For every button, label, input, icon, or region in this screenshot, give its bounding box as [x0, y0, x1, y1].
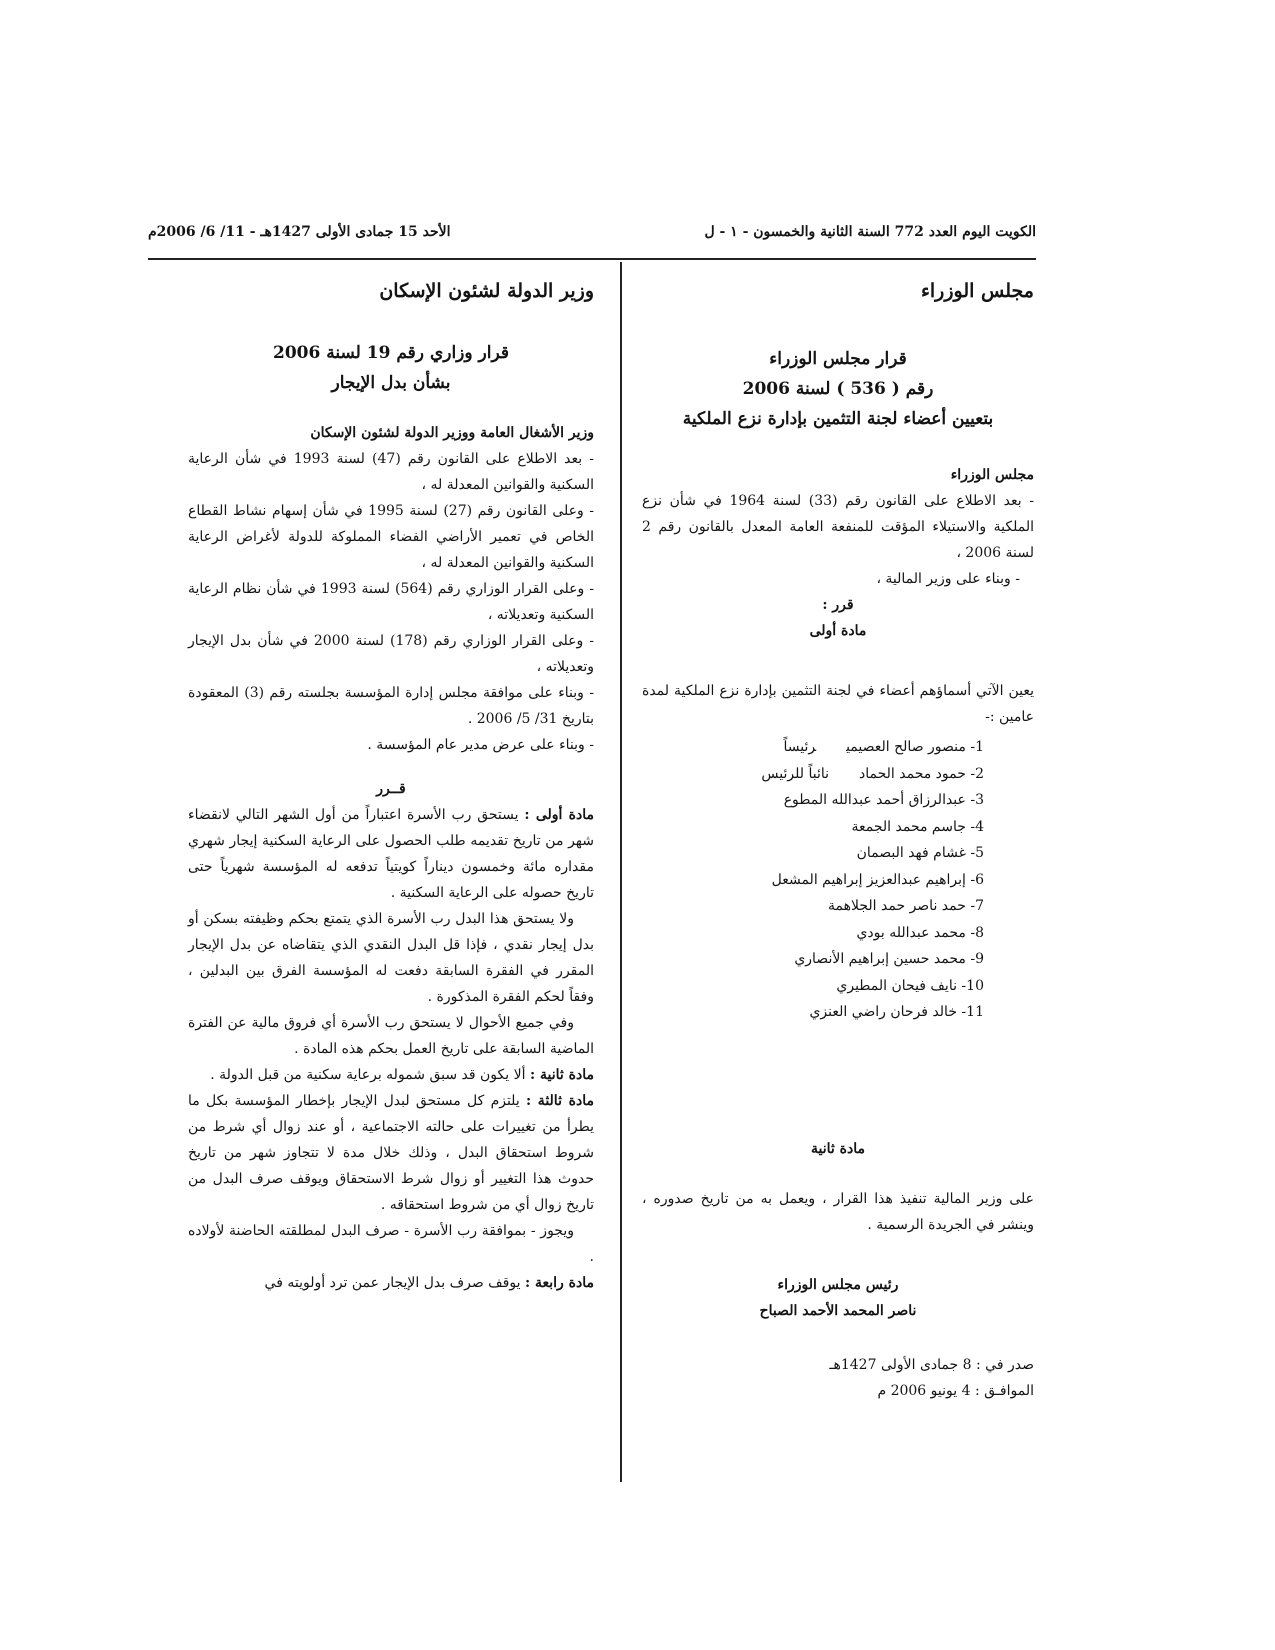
article-text: وفي جميع الأحوال لا يستحق رب الأسرة أي فروق مالية عن الفترة الماضية السابقة على تاريخ العمل بحكم هذه المادة .: [188, 1015, 594, 1057]
article-text: ألا يكون قد سبق شموله برعاية سكنية من قبل الدولة .: [210, 1067, 526, 1083]
article-heading: مادة أولى: [809, 623, 867, 639]
list-item: 11- خالد فرحان راضي العنزي: [809, 1004, 984, 1020]
list-item: 2- حمود محمد الحمادنائباً للرئيس: [761, 765, 984, 782]
article-text: يعين الآتي أسماؤهم أعضاء في لجنة التثمين بإدارة نزع الملكية لمدة عامين :-: [642, 683, 1034, 725]
council-of-ministers-column: [642, 278, 1034, 1404]
list-item: 5- غشام فهد البصمان: [856, 845, 984, 861]
list-item: 8- محمد عبدالله بودي: [856, 924, 984, 941]
article: [188, 1270, 594, 1296]
preamble-item: - وبناء على وزير المالية ،: [876, 571, 1020, 587]
preamble-item: - وبناء على موافقة مجلس إدارة المؤسسة بجلسته رقم (3) المعقودة بتاريخ 31/ 5/ 2006 .: [188, 685, 594, 727]
article-heading: مادة ثانية: [811, 1140, 865, 1157]
article-heading: مادة ثالثة :: [525, 1093, 594, 1109]
article: [188, 1088, 594, 1218]
section-title: وزير الدولة لشئون الإسكان: [379, 280, 594, 302]
article: [188, 802, 594, 906]
preamble-item: - وعلى القرار الوزاري رقم (178) لسنة 2000 في شأن بدل الإيجار وتعديلاته ،: [188, 633, 594, 675]
section-title: مجلس الوزراء: [920, 280, 1034, 302]
decided-label: قرر :: [822, 597, 854, 613]
article: [188, 1218, 594, 1270]
preamble-item: - وعلى القرار الوزاري رقم (564) لسنة 1993 في شأن نظام الرعاية السكنية وتعديلاته ،: [188, 581, 594, 623]
article-text: يلتزم كل مستحق لبدل الإيجار بإخطار المؤسسة بكل ما يطرأ من تغييرات على حالته الاجتماعية ، أو عند زوال أي شرط من شروط استحقاق البدل ، وذلك خلال مدة لا تتجاوز شهر من تاريخ حدوث هذا التغيير أو زوال شرط الاستحقاق ويوقف صرف البدل من تاريخ زوال أي من شروط استحقاقه .: [188, 1093, 594, 1213]
list-item: 3- عبدالرزاق أحمد عبدالله المطوع: [783, 792, 984, 808]
gazette-issue-info: الكويت اليوم العدد 772 السنة الثانية والخمسون - ١ - ل: [704, 224, 1036, 240]
preamble-item: - بعد الاطلاع على القانون رقم (47) لسنة 1993 في شأن الرعاية السكنية والقوانين المعدلة له ،: [188, 451, 594, 493]
column-divider: [620, 262, 622, 1482]
article-text: ويجوز - بموافقة رب الأسرة - صرف البدل لمطلقته الحاضنة لأولاده .: [188, 1223, 594, 1265]
issue-date-hijri: صدر في : 8 جمادى الأولى 1427هـ: [829, 1356, 1034, 1373]
article-text: ولا يستحق هذا البدل رب الأسرة الذي يتمتع بحكم وظيفته بسكن أو بدل إيجار نقدي ، فإذا قل البدل النقدي الذي يتقاضاه عن بدل الإيجار المقرر في الفقرة السابقة دفعت له المؤسسة الفرق بين البدلين ، وفقاً لحكم الفقرة المذكورة .: [188, 911, 594, 1005]
list-item: 4- جاسم محمد الجمعة: [851, 818, 984, 835]
authority: مجلس الوزراء: [950, 467, 1034, 483]
article: [188, 906, 594, 1010]
list-item: 10- نايف فيحان المطيري: [836, 977, 984, 994]
decision-title: قرار وزاري رقم 19 لسنة 2006 بشأن بدل الإيجار: [273, 343, 509, 393]
list-item: 9- محمد حسين إبراهيم الأنصاري: [794, 951, 984, 967]
list-item: 7- حمد ناصر حمد الجلاهمة: [828, 898, 984, 914]
article-heading: مادة ثانية :: [529, 1067, 594, 1083]
decided-label: قــرر: [376, 781, 406, 797]
signature-name: ناصر المحمد الأحمد الصباح: [759, 1302, 917, 1319]
article-text: يستحق رب الأسرة اعتباراً من أول الشهر التالي لانقضاء شهر من تاريخ تقديمه طلب الحصول على الرعاية السكنية إيجار شهري مقداره مائة وخمسون ديناراً كويتياً تدفعه له المؤسسة شهرياً حتى تاريخ حصوله على الرعاية السكنية .: [188, 807, 594, 901]
preamble-item: - وبناء على عرض مدير عام المؤسسة .: [367, 737, 594, 753]
gazette-date: الأحد 15 جمادى الأولى 1427هـ - 11/ 6/ 2006م: [148, 224, 451, 240]
article-text: على وزير المالية تنفيذ هذا القرار ، ويعمل به من تاريخ صدوره ، وينشر في الجريدة الرسمية .: [642, 1190, 1034, 1233]
article: [188, 1062, 594, 1088]
article: [188, 1010, 594, 1062]
signature-title: رئيس مجلس الوزراء: [777, 1276, 899, 1293]
preamble-item: - بعد الاطلاع على القانون رقم (33) لسنة 1964 في شأن نزع الملكية والاستيلاء المؤقت للمنفعة العامة المعدل بالقانون رقم 2 لسنة 2006 ،: [642, 493, 1034, 561]
page-header: [148, 224, 1036, 248]
members-list: [642, 734, 984, 1026]
list-item: 1- منصور صالح العصيميرئيساً: [783, 739, 984, 755]
decision-title: قرار مجلس الوزراء رقم ( 536 ) لسنة 2006 بتعيين أعضاء لجنة التثمين بإدارة نزع الملكية: [682, 349, 994, 429]
issue-date-gregorian: الموافـق : 4 يونيو 2006 م: [877, 1382, 1034, 1399]
article-text: يوقف صرف بدل الإيجار عمن ترد أولويته في: [264, 1275, 521, 1291]
article-heading: مادة رابعة :: [524, 1275, 594, 1291]
header-divider: [148, 258, 1036, 260]
housing-minister-column: [188, 278, 594, 1296]
article-heading: مادة أولى :: [524, 807, 594, 823]
preamble-item: - وعلى القانون رقم (27) لسنة 1995 في شأن إسهام نشاط القطاع الخاص في تعمير الأراضي الفضاء المملوكة للدولة لأغراض الرعاية السكنية والقوانين المعدلة له ،: [188, 503, 594, 571]
authority: وزير الأشغال العامة ووزير الدولة لشئون الإسكان: [310, 425, 594, 441]
list-item: 6- إبراهيم عبدالعزيز إبراهيم المشعل: [771, 871, 984, 888]
